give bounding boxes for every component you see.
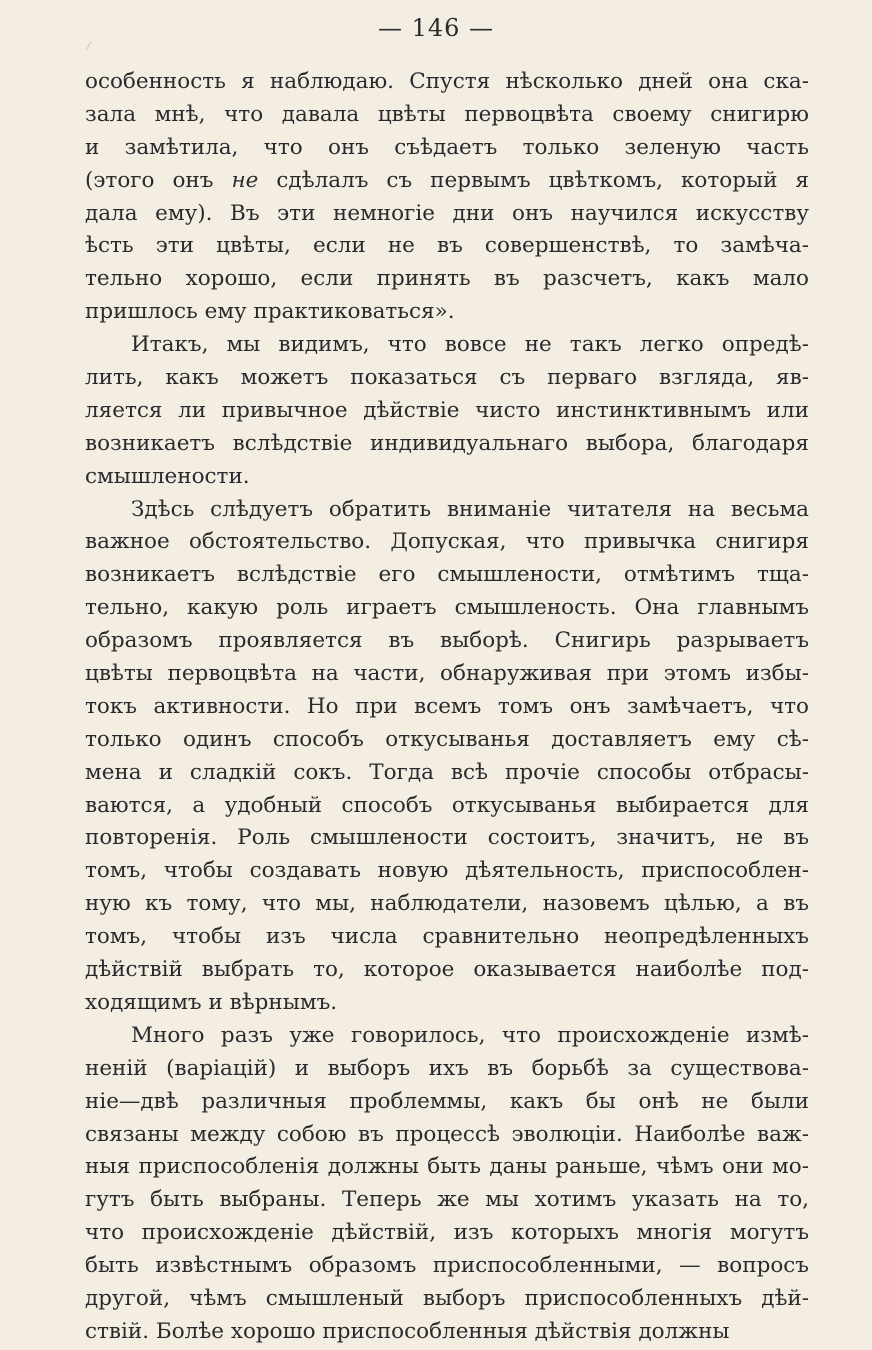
text-line: гутъ быть выбраны. Теперь же мы хотимъ указать на то, (85, 1187, 809, 1213)
text-line: особенность я наблюдаю. Спустя нѣсколько дней она ска- (85, 69, 809, 94)
text-line: томъ, чтобы создавать новую дѣятельность, приспособлен- (85, 858, 809, 884)
text-line: лить, какъ можетъ показаться съ перваго взгляда, яв- (85, 365, 809, 391)
paragraph (85, 494, 809, 1020)
text-line: дѣйствій выбрать то, которое оказывается наиболѣе под- (85, 957, 809, 983)
text-line: быть извѣстнымъ образомъ приспособленными, — вопросъ (85, 1253, 809, 1279)
text-line: ходящимъ и вѣрнымъ. (85, 989, 338, 1015)
text-line: ніе—двѣ различныя проблеммы, какъ бы онѣ не были (85, 1088, 809, 1114)
body-text (85, 66, 809, 1349)
text-line: возникаетъ вслѣдствіе индивидуальнаго выбора, благодаря (85, 430, 809, 456)
text-line: важное обстоятельство. Допуская, что привычка снигиря (85, 529, 809, 555)
text-line: и замѣтила, что онъ съѣдаетъ только зеленую часть (85, 134, 809, 160)
text-line: (этого онъ не сдѣлалъ съ первымъ цвѣткомъ, который я (85, 167, 809, 193)
paragraph (85, 1020, 809, 1349)
text-line: ваются, а удобный способъ откусыванья выбирается для (85, 792, 809, 818)
text-line: токъ активности. Но при всемъ томъ онъ замѣчаетъ, что (85, 693, 809, 719)
paragraph (85, 66, 809, 329)
text-line: ныя приспособленія должны быть даны раньше, чѣмъ они мо- (85, 1154, 809, 1180)
text-line: цвѣты первоцвѣта на части, обнаруживая при этомъ избы- (85, 661, 809, 687)
text-line: ляется ли привычное дѣйствіе чисто инстинктивнымъ или (85, 397, 809, 423)
page-number: — 146 — (377, 14, 495, 42)
text-line: Много разъ уже говорилось, что происхожденіе измѣ- (131, 1022, 809, 1048)
text-line: ную къ тому, что мы, наблюдатели, назовемъ цѣлью, а въ (85, 891, 809, 917)
text-line: смышлености. (85, 463, 250, 489)
text-line: неній (варіацій) и выборъ ихъ въ борьбѣ за существова- (85, 1055, 809, 1081)
text-line: другой, чѣмъ смышленый выборъ приспособленныхъ дѣй- (85, 1285, 809, 1311)
text-line: Итакъ, мы видимъ, что вовсе не такъ легко опредѣ- (131, 332, 809, 358)
text-line: что происхожденіе дѣйствій, изъ которыхъ многія могутъ (85, 1220, 809, 1246)
text-line: Здѣсь слѣдуетъ обратить вниманіе читателя на весьма (131, 496, 809, 522)
text-line: ѣсть эти цвѣты, если не въ совершенствѣ, то замѣча- (85, 233, 809, 259)
text-line: мена и сладкій сокъ. Тогда всѣ прочіе способы отбрасы- (85, 759, 809, 785)
text-line: возникаетъ вслѣдствіе его смышлености, отмѣтимъ тща- (85, 562, 809, 588)
text-line: пришлось ему практиковаться». (85, 299, 455, 325)
text-line: повторенія. Роль смышлености состоитъ, значитъ, не въ (85, 825, 809, 851)
paragraph (85, 329, 809, 493)
text-line: связаны между собою въ процессѣ эволюціи. Наиболѣе важ- (85, 1121, 809, 1147)
text-line: дала ему). Въ эти немногіе дни онъ научился искусству (85, 200, 809, 226)
text-line: образомъ проявляется въ выборѣ. Снигирь разрываетъ (85, 628, 809, 654)
text-line: ствій. Болѣе хорошо приспособленныя дѣйствія должны (85, 1318, 730, 1344)
page-blemish (86, 41, 97, 53)
text-line: зала мнѣ, что давала цвѣты первоцвѣта своему снигирю (85, 101, 809, 127)
text-line: тельно хорошо, если принять въ разсчетъ, какъ мало (85, 266, 809, 292)
text-line: тельно, какую роль играетъ смышленость. Она главнымъ (85, 595, 809, 621)
text-line: только одинъ способъ откусыванья доставляетъ ему сѣ- (85, 726, 809, 752)
text-line: томъ, чтобы изъ числа сравнительно неопредѣленныхъ (85, 924, 809, 950)
